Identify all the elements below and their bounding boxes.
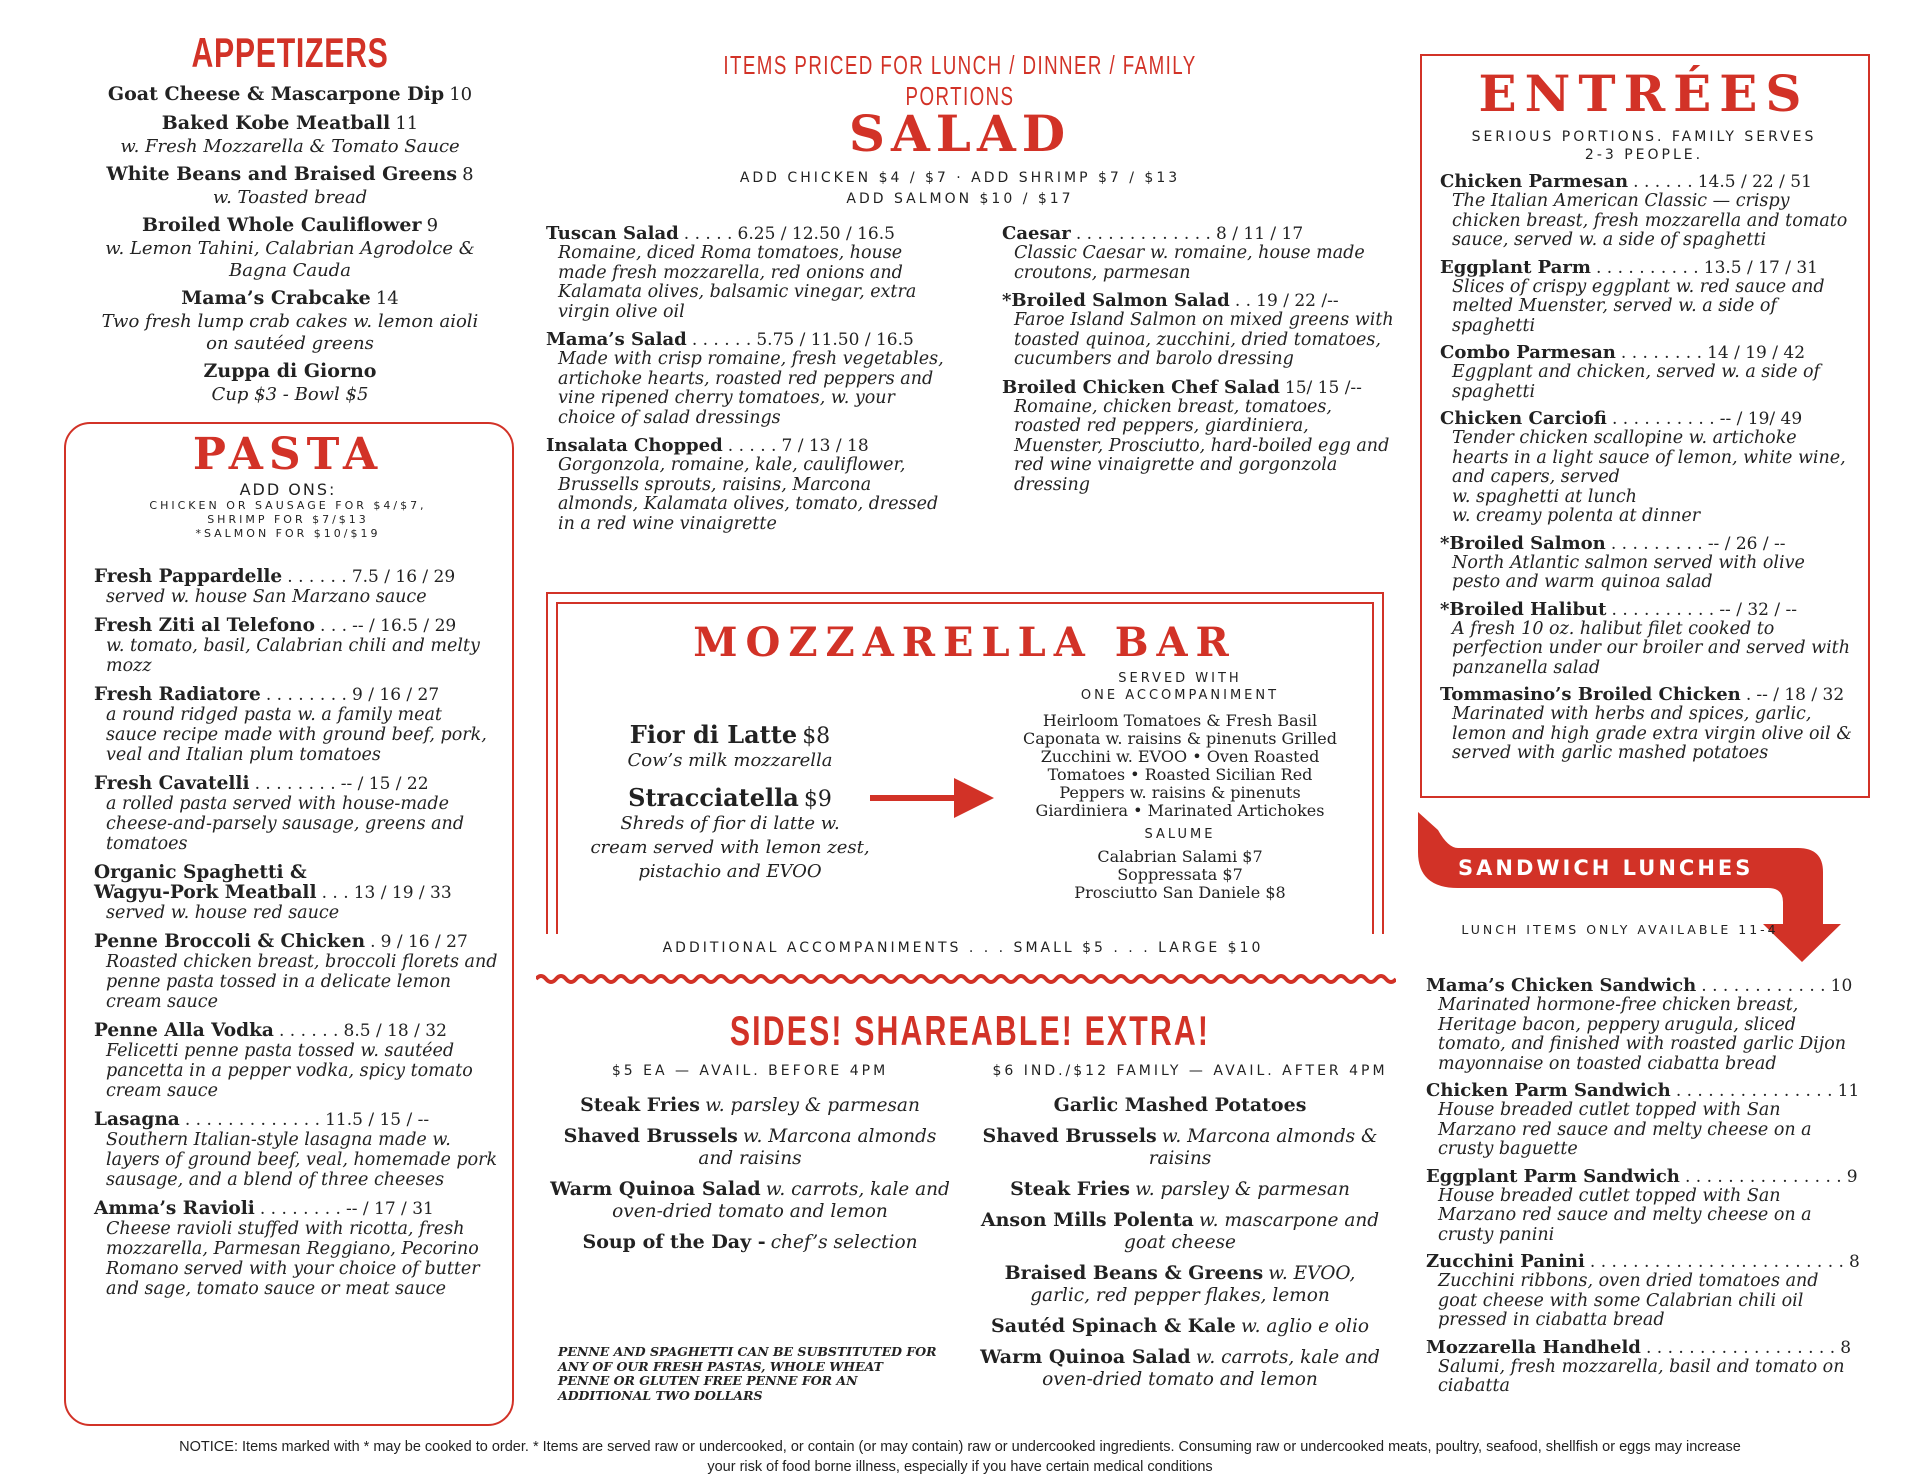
appetizer-line xyxy=(60,82,520,107)
leader-dots: . . . . . . xyxy=(278,1021,339,1041)
side-item xyxy=(980,1315,1380,1338)
appetizer-item xyxy=(60,82,520,107)
pasta-item-desc: a rolled pasta served with house-made cheese-and-parsely sausage, greens and tomatoes xyxy=(106,794,465,854)
pasta-item xyxy=(94,567,498,607)
pasta-item-desc: served w. house San Marzano sauce xyxy=(106,587,427,607)
pasta-item-name: Organic Spaghetti & Wagyu-Pork Meatball xyxy=(94,862,317,903)
pasta-item-price: -- / 17 / 31 xyxy=(346,1199,434,1219)
leader-dots: . . . . . . xyxy=(1633,172,1693,192)
leader-dots: . . . . . . . . . . . . . xyxy=(184,1110,320,1130)
appetizer-name: Goat Cheese & Mascarpone Dip xyxy=(107,83,445,105)
salume-title: SALUME xyxy=(1144,827,1216,842)
side-desc: w. parsley & parmesan xyxy=(705,1095,920,1116)
side-desc: w. Marcona almonds & raisins xyxy=(1148,1126,1378,1169)
stracciatella-price: $9 xyxy=(803,787,832,812)
pasta-item-name: Fresh Cavatelli xyxy=(94,773,250,794)
salad-item-name: Broiled Chicken Chef Salad xyxy=(1002,376,1280,398)
fior-di-latte-name: Fior di Latte xyxy=(629,720,798,749)
pasta-item xyxy=(94,932,498,1012)
pasta-item-name: Penne Alla Vodka xyxy=(94,1020,274,1041)
fior-di-latte-desc: Cow’s milk mozzarella xyxy=(627,750,833,771)
leader-dots: . . . . . . . . . . . . xyxy=(1701,976,1826,996)
mozzarella-cheeses xyxy=(580,720,880,884)
entree-item-line xyxy=(1440,685,1854,705)
side-item xyxy=(550,1125,950,1170)
salad-addons xyxy=(600,168,1320,210)
salad-item-name: *Broiled Salmon Salad xyxy=(1002,290,1230,311)
pasta-addons-line-2: SHRIMP FOR $7/$13 xyxy=(207,513,369,526)
sides-title: SIDES! SHAREABLE! EXTRA! xyxy=(729,1007,1211,1054)
salad-item-price: 15/ 15 /-- xyxy=(1284,377,1362,398)
entrees-subtitle-line-1: SERIOUS PORTIONS. FAMILY SERVES xyxy=(1471,129,1817,145)
accompaniment-line: Tomatoes • Roasted Sicilian Red xyxy=(1047,765,1313,784)
side-item xyxy=(550,1178,950,1223)
sandwich-item-name: Zucchini Panini xyxy=(1426,1251,1585,1272)
appetizer-item xyxy=(60,162,520,209)
entree-item-desc: A fresh 10 oz. halibut filet cooked to perfection under our broiler and served with panzanella salad xyxy=(1452,618,1850,678)
entree-item-line xyxy=(1440,172,1854,192)
pasta-section xyxy=(70,430,506,1308)
salad-addons-line-1: ADD CHICKEN $4 / $7 · ADD SHRIMP $7 / $13 xyxy=(739,170,1181,186)
leader-dots: . . . . . xyxy=(683,224,733,244)
salad-item-line xyxy=(546,330,946,350)
pasta-item-desc: Felicetti penne pasta tossed w. sautéed pancetta in a pepper vodka, spicy tomato cream sauce xyxy=(106,1041,473,1101)
side-desc: w. Marcona almonds and raisins xyxy=(698,1126,937,1169)
entree-item-name: Tommasino’s Broiled Chicken xyxy=(1440,684,1741,705)
appetizer-price: 10 xyxy=(449,84,473,105)
sides-left-column xyxy=(550,1094,950,1262)
pasta-item-line xyxy=(94,685,498,705)
side-item xyxy=(550,1231,950,1254)
salad-item-price: 5.75 / 11.50 / 16.5 xyxy=(756,330,914,350)
leader-dots: . . . . . . . . xyxy=(254,774,336,794)
pasta-item-name: Amma’s Ravioli xyxy=(94,1198,255,1219)
appetizer-line xyxy=(60,213,520,238)
accompaniments xyxy=(1010,670,1350,902)
appetizer-item xyxy=(60,359,520,406)
pasta-addons-line-3: *SALMON FOR $10/$19 xyxy=(195,527,381,540)
salume-item: Prosciutto San Daniele $8 xyxy=(1074,883,1286,902)
side-name: Steak Fries xyxy=(1010,1178,1130,1200)
side-item xyxy=(980,1125,1380,1170)
entree-item-name: *Broiled Salmon xyxy=(1440,532,1606,554)
entree-item-desc: Marinated with herbs and spices, garlic, lemon and high grade extra virgin olive oil & served with garlic mashed potatoes xyxy=(1452,704,1852,763)
sandwich-list xyxy=(1426,976,1862,1404)
entree-item-line xyxy=(1440,343,1854,363)
pasta-item-line xyxy=(94,1110,498,1130)
salad-item-line xyxy=(1002,291,1402,311)
leader-dots: . . . . . . xyxy=(691,330,752,350)
side-desc: chef’s selection xyxy=(770,1232,918,1253)
arrow-right-icon xyxy=(870,776,995,820)
sandwich-item-price: 10 xyxy=(1830,976,1853,996)
side-name: Braised Beans & Greens xyxy=(1004,1262,1264,1284)
salad-item-name: Tuscan Salad xyxy=(546,223,679,244)
leader-dots: . . . . . xyxy=(727,436,777,456)
appetizer-name: Zuppa di Giorno xyxy=(203,360,377,382)
entree-item-name: Combo Parmesan xyxy=(1440,342,1616,363)
leader-dots: . . . . . . . . xyxy=(259,1199,341,1219)
sandwich-lunch-note: LUNCH ITEMS ONLY AVAILABLE 11-4 xyxy=(1461,922,1779,937)
salad-item xyxy=(1002,291,1402,370)
sandwich-item xyxy=(1426,1338,1862,1397)
salad-item-price: 7 / 13 / 18 xyxy=(781,436,869,456)
served-with-line-1: SERVED WITH xyxy=(1118,671,1242,686)
sandwich-item-line xyxy=(1426,1167,1862,1187)
entree-item-desc: Tender chicken scallopine w. artichoke hearts in a light sauce of lemon, white wine, and capers, served w. spaghetti at lunch w. creamy polenta at dinner xyxy=(1452,428,1846,526)
accompaniment-line: Caponata w. raisins & pinenuts Grilled xyxy=(1022,729,1338,748)
pasta-item-line xyxy=(94,1021,498,1041)
leader-dots: . . . . . . . . . . . . . . . . . . . . . . . . xyxy=(1589,1252,1844,1272)
salad-item-name: Mama’s Salad xyxy=(546,329,687,350)
entree-item-desc: North Atlantic salmon served with olive pesto and warm quinoa salad xyxy=(1452,552,1805,592)
entrees-subtitle xyxy=(1424,128,1864,164)
pasta-item xyxy=(94,1110,498,1190)
salad-item-desc: Gorgonzola, romaine, kale, cauliflower, Brussells sprouts, raisins, Marcona almonds, Kalamata olives, tomato, dressed in a red wine vinaigrette xyxy=(558,455,939,534)
leader-dots: . . . xyxy=(320,616,348,636)
side-name: Anson Mills Polenta xyxy=(980,1209,1194,1231)
appetizer-name: Mama’s Crabcake xyxy=(181,287,371,309)
entree-item-name: *Broiled Halibut xyxy=(1440,598,1607,620)
sandwich-item-desc: House breaded cutlet topped with San Marzano red sauce and melty cheese on a crusty baguette xyxy=(1438,1100,1812,1159)
side-name: Shaved Brussels xyxy=(982,1125,1157,1147)
leader-dots: . xyxy=(370,932,376,952)
entree-item-price: -- / 19/ 49 xyxy=(1719,409,1803,429)
pasta-item xyxy=(94,863,498,923)
pasta-item-name: Fresh Pappardelle xyxy=(94,566,283,587)
salad-item-price: 19 / 22 /-- xyxy=(1256,291,1339,311)
entree-list xyxy=(1440,172,1854,771)
entree-item-line xyxy=(1440,409,1854,429)
pasta-item-price: -- / 15 / 22 xyxy=(340,774,429,794)
side-name: Soup of the Day - xyxy=(582,1231,766,1253)
entrees-title: ENTRÉES xyxy=(1478,64,1810,123)
substitution-note: PENNE AND SPAGHETTI CAN BE SUBSTITUTED FOR ANY OF OUR FRESH PASTAS, WHOLE WHEAT PENNE OR GLUTEN FREE PENNE FOR AN ADDITIONAL TWO DOLLARS xyxy=(558,1344,937,1403)
pasta-item-price: -- / 16.5 / 29 xyxy=(352,616,457,636)
pasta-item-price: 8.5 / 18 / 32 xyxy=(343,1021,447,1041)
pasta-item xyxy=(94,616,498,676)
salad-item-desc: Faroe Island Salmon on mixed greens with toasted quinoa, zucchini, dried tomatoes, cucumbers and barolo dressing xyxy=(1014,310,1394,369)
side-item xyxy=(980,1262,1380,1307)
appetizers-section xyxy=(60,30,520,410)
entree-item xyxy=(1440,343,1854,402)
appetizer-line xyxy=(60,162,520,187)
sandwich-item-desc: Marinated hormone-free chicken breast, Heritage bacon, peppery arugula, sliced tomato, and finished with roasted garlic Dijon mayonnaise on toasted ciabatta bread xyxy=(1438,995,1847,1074)
sandwich-item-price: 8 xyxy=(1849,1252,1860,1272)
pasta-item-line xyxy=(94,616,498,636)
entree-item xyxy=(1440,600,1854,679)
entree-item-desc: The Italian American Classic — crispy chicken breast, fresh mozzarella and tomato sauce, served w. a side of spaghetti xyxy=(1452,191,1848,250)
salume-item: Calabrian Salami $7 xyxy=(1097,847,1263,866)
appetizer-item xyxy=(60,111,520,158)
salad-item-desc: Classic Caesar w. romaine, house made croutons, parmesan xyxy=(1014,243,1365,283)
appetizer-price: 8 xyxy=(462,164,474,185)
sandwich-item-name: Chicken Parm Sandwich xyxy=(1426,1080,1671,1101)
leader-dots: . . . xyxy=(321,883,349,903)
salume-list xyxy=(1010,848,1350,902)
pasta-item-name: Lasagna xyxy=(94,1109,180,1130)
salad-addons-line-2: ADD SALMON $10 / $17 xyxy=(846,191,1074,207)
pasta-item-line xyxy=(94,774,498,794)
entree-item-name: Chicken Parmesan xyxy=(1440,171,1629,192)
entree-item-name: Chicken Carciofi xyxy=(1440,408,1607,429)
entrees-subtitle-line-2: 2-3 PEOPLE. xyxy=(1584,147,1704,163)
sides-left-header: $5 EA — AVAIL. BEFORE 4PM xyxy=(611,1063,889,1079)
sides-right-header: $6 IND./$12 FAMILY — AVAIL. AFTER 4PM xyxy=(992,1063,1388,1079)
appetizer-line xyxy=(60,286,520,311)
entree-item-price: 14 / 19 / 42 xyxy=(1707,343,1806,363)
accompaniment-line: Heirloom Tomatoes & Fresh Basil xyxy=(1042,711,1318,730)
stracciatella-desc: Shreds of fior di latte w. cream served with lemon zest, pistachio and EVOO xyxy=(590,813,870,882)
leader-dots: . . . . . . xyxy=(287,567,347,587)
pasta-list xyxy=(70,567,506,1299)
entree-item-desc: Slices of crispy eggplant w. red sauce and melted Muenster, served w. a side of spaghetti xyxy=(1452,276,1825,336)
side-name: Sautéd Spinach & Kale xyxy=(990,1315,1236,1337)
sandwich-lunches-title: SANDWICH LUNCHES xyxy=(1458,856,1754,880)
salad-item-line xyxy=(1002,378,1402,398)
side-name: Warm Quinoa Salad xyxy=(550,1178,761,1200)
leader-dots: . . . . . . . . . . xyxy=(1611,599,1715,620)
appetizer-desc: w. Lemon Tahini, Calabrian Agrodolce & Bagna Cauda xyxy=(105,238,475,281)
pasta-item-line xyxy=(94,1199,498,1219)
leader-dots: . . . . . . . . . . . . . . . . . . xyxy=(1645,1337,1836,1358)
entree-item-line xyxy=(1440,258,1854,278)
side-item xyxy=(980,1178,1380,1201)
leader-dots: . . . . . . . . . . . . . . . xyxy=(1684,1166,1842,1187)
leader-dots: . . . . . . . . . . . . . xyxy=(1075,224,1211,244)
sandwich-item-line xyxy=(1426,1252,1862,1272)
sandwich-item-desc: House breaded cutlet topped with San Marzano red sauce and melty cheese on a crusty panini xyxy=(1438,1185,1812,1245)
salad-item xyxy=(1002,378,1402,496)
side-name: Steak Fries xyxy=(580,1094,700,1116)
pasta-item-desc: a round ridged pasta w. a family meat sauce recipe made with ground beef, pork, veal and Italian plum tomatoes xyxy=(106,705,487,765)
sandwich-item xyxy=(1426,1167,1862,1246)
additional-accompaniments: ADDITIONAL ACCOMPANIMENTS . . . SMALL $5 . . . LARGE $10 xyxy=(662,940,1264,956)
pasta-item-line xyxy=(94,932,498,952)
salad-title: SALAD xyxy=(848,104,1072,163)
pasta-item-line xyxy=(94,567,498,587)
appetizer-price: 14 xyxy=(375,288,399,309)
salad-item xyxy=(546,436,946,534)
pasta-item-price: 9 / 16 / 27 xyxy=(352,685,440,705)
pasta-item-desc: Southern Italian-style lasagna made w. layers of ground beef, veal, homemade pork sausage, and a blend of three cheeses xyxy=(106,1130,498,1190)
pasta-item-price: 11.5 / 15 / -- xyxy=(325,1110,430,1130)
leader-dots: . . . . . . . . xyxy=(1620,343,1702,363)
entree-item-desc: Eggplant and chicken, served w. a side of spaghetti xyxy=(1452,362,1821,402)
sandwich-item-price: 8 xyxy=(1840,1337,1852,1358)
served-with-line-2: ONE ACCOMPANIMENT xyxy=(1080,688,1280,703)
salad-item-desc: Made with crisp romaine, fresh vegetables, artichoke hearts, roasted red peppers and vine ripened cherry tomatoes, w. your choice of salad dressings xyxy=(558,349,944,428)
salad-item-line xyxy=(1002,224,1402,244)
pasta-addons-line-1: CHICKEN OR SAUSAGE FOR $4/$7, xyxy=(149,499,427,512)
mozzarella-bar-title: MOZZARELLA BAR xyxy=(693,619,1237,666)
accompaniment-line: Giardiniera • Marinated Artichokes xyxy=(1035,801,1325,820)
entree-item xyxy=(1440,172,1854,251)
fior-di-latte xyxy=(580,720,880,749)
leader-dots: . . . . . . . . . . xyxy=(1595,257,1699,278)
entree-item-price: -- / 26 / -- xyxy=(1707,533,1786,554)
salad-item xyxy=(546,330,946,428)
sandwich-item xyxy=(1426,1252,1862,1331)
pasta-item-price: 7.5 / 16 / 29 xyxy=(351,567,456,587)
entree-item-price: -- / 32 / -- xyxy=(1719,599,1797,620)
appetizer-item xyxy=(60,213,520,282)
salad-item-desc: Romaine, chicken breast, tomatoes, roasted red peppers, giardiniera, Muenster, Prosciutto, hard-boiled egg and red wine vinaigrette and gorgonzola dressing xyxy=(1014,396,1390,495)
pasta-item xyxy=(94,685,498,765)
entree-item-price: 13.5 / 17 / 31 xyxy=(1703,257,1818,278)
sandwich-item-name: Eggplant Parm Sandwich xyxy=(1426,1165,1680,1187)
pasta-item xyxy=(94,774,498,854)
leader-dots: . . . . . . . . . xyxy=(1610,533,1703,554)
sandwich-item-desc: Salumi, fresh mozzarella, basil and tomato on ciabatta xyxy=(1438,1356,1845,1396)
fior-di-latte-price: $8 xyxy=(802,724,831,749)
entree-item-price: -- / 18 / 32 xyxy=(1756,685,1845,705)
entree-item-line xyxy=(1440,600,1854,620)
appetizer-name: White Beans and Braised Greens xyxy=(106,163,458,185)
leader-dots: . xyxy=(1745,685,1752,705)
entree-item xyxy=(1440,409,1854,527)
side-desc: w. aglio e olio xyxy=(1240,1316,1370,1337)
side-name: Shaved Brussels xyxy=(563,1125,738,1147)
appetizer-line xyxy=(60,111,520,136)
sides-right-column xyxy=(980,1094,1380,1399)
accompaniment-line: Zucchini w. EVOO • Oven Roasted xyxy=(1040,747,1320,766)
leader-dots: . . xyxy=(1234,291,1252,311)
sandwich-item-line xyxy=(1426,1081,1862,1101)
pasta-item-name: Fresh Radiatore xyxy=(94,684,261,705)
sandwich-item-line xyxy=(1426,976,1862,996)
side-desc: w. carrots, kale and oven-dried tomato and lemon xyxy=(1042,1347,1380,1390)
sandwich-item-desc: Zucchini ribbons, oven dried tomatoes and goat cheese with some Calabrian chili oil pressed in ciabatta bread xyxy=(1438,1271,1819,1330)
appetizer-desc: Two fresh lump crab cakes w. lemon aioli on sautéed greens xyxy=(101,311,479,354)
entree-item xyxy=(1440,534,1854,593)
entree-item xyxy=(1440,685,1854,764)
salad-item-line xyxy=(546,224,946,244)
salad-left-column xyxy=(546,224,946,542)
side-desc: w. mascarpone and goat cheese xyxy=(1124,1210,1380,1253)
side-item xyxy=(980,1346,1380,1391)
appetizer-list xyxy=(60,82,520,406)
pasta-item-desc: served w. house red sauce xyxy=(106,903,340,923)
stracciatella-name: Stracciatella xyxy=(628,783,799,812)
side-desc: w. EVOO, garlic, red pepper flakes, lemon xyxy=(1030,1263,1356,1306)
side-name: Garlic Mashed Potatoes xyxy=(1053,1094,1307,1116)
appetizer-line xyxy=(60,359,520,384)
salad-item-line xyxy=(546,436,946,456)
salad-item-name: Caesar xyxy=(1002,223,1071,244)
pasta-item xyxy=(94,1021,498,1101)
salad-item-desc: Romaine, diced Roma tomatoes, house made fresh mozzarella, red onions and Kalamata olives, balsamic vinegar, extra virgin olive oil xyxy=(558,243,917,322)
side-item xyxy=(980,1094,1380,1117)
accompaniment-list xyxy=(1010,712,1350,820)
salad-item-price: 8 / 11 / 17 xyxy=(1216,224,1304,244)
salume-item: Soppressata $7 xyxy=(1117,865,1243,884)
appetizer-desc: w. Toasted bread xyxy=(212,187,368,208)
side-desc: w. carrots, kale and oven-dried tomato and lemon xyxy=(612,1179,950,1222)
pasta-addons-title: ADD ONS: xyxy=(239,480,337,499)
salad-item xyxy=(1002,224,1402,283)
side-item xyxy=(550,1094,950,1117)
sandwich-item-line xyxy=(1426,1338,1862,1358)
pasta-addons xyxy=(70,480,506,541)
pasta-item-name: Fresh Ziti al Telefono xyxy=(94,615,315,636)
sandwich-item-name: Mama’s Chicken Sandwich xyxy=(1426,975,1697,996)
sandwich-item xyxy=(1426,976,1862,1074)
appetizer-price: 11 xyxy=(395,113,419,134)
leader-dots: . . . . . . . . . . xyxy=(1611,409,1715,429)
pasta-item xyxy=(94,1199,498,1299)
side-name: Warm Quinoa Salad xyxy=(980,1346,1191,1368)
sandwich-item-price: 11 xyxy=(1837,1081,1860,1101)
accompaniment-line: Peppers w. raisins & pinenuts xyxy=(1059,783,1301,802)
stracciatella xyxy=(580,783,880,812)
pasta-title: PASTA xyxy=(192,429,384,480)
appetizer-price: 9 xyxy=(426,215,439,236)
pasta-item-line xyxy=(94,863,498,903)
side-desc: w. parsley & parmesan xyxy=(1135,1179,1350,1200)
entree-item xyxy=(1440,258,1854,337)
appetizer-name: Baked Kobe Meatball xyxy=(161,112,391,134)
pricing-note: ITEMS PRICED FOR LUNCH / DINNER / FAMILY PORTIONS xyxy=(723,50,1197,111)
appetizers-title: APPETIZERS xyxy=(191,29,389,76)
pasta-item-price: 13 / 19 / 33 xyxy=(353,883,452,903)
salad-right-column xyxy=(1002,224,1402,503)
appetizer-item xyxy=(60,286,520,355)
footer-line-1: NOTICE: Items marked with * may be cooked to order. * Items are served raw or undercooked, or contain (or may contain) raw or undercooked ingredients. Consuming raw or undercooked meats, poultry, seafood, shellfish or eggs may increase xyxy=(179,1439,1741,1455)
entree-item-line xyxy=(1440,534,1854,554)
salad-item-name: Insalata Chopped xyxy=(546,435,723,456)
pasta-item-name: Penne Broccoli & Chicken xyxy=(94,931,366,952)
sandwich-item-price: 9 xyxy=(1846,1166,1858,1187)
salad-item xyxy=(546,224,946,322)
entree-item-name: Eggplant Parm xyxy=(1440,256,1591,278)
pasta-item-price: 9 / 16 / 27 xyxy=(380,932,468,952)
salad-item-price: 6.25 / 12.50 / 16.5 xyxy=(737,224,895,244)
side-item xyxy=(980,1209,1380,1254)
appetizer-name: Broiled Whole Cauliflower xyxy=(141,214,422,236)
leader-dots: . . . . . . . . . . . . . . . xyxy=(1675,1081,1833,1101)
appetizer-desc: w. Fresh Mozzarella & Tomato Sauce xyxy=(120,136,460,157)
sandwich-item-name: Mozzarella Handheld xyxy=(1426,1336,1641,1358)
pasta-item-desc: w. tomato, basil, Calabrian chili and melty mozz xyxy=(106,636,480,676)
pasta-item-desc: Cheese ravioli stuffed with ricotta, fresh mozzarella, Parmesan Reggiano, Pecorino Romano served with your choice of butter and sage, tomato sauce or meat sauce xyxy=(106,1219,480,1299)
sandwich-item xyxy=(1426,1081,1862,1160)
sandwich-banner-arrow xyxy=(1418,812,1888,962)
pasta-item-desc: Roasted chicken breast, broccoli florets and penne pasta tossed in a delicate lemon cream sauce xyxy=(106,952,498,1012)
leader-dots: . . . . . . . . xyxy=(265,685,347,705)
appetizer-desc: Cup $3 - Bowl $5 xyxy=(211,384,369,405)
wavy-divider xyxy=(536,972,1396,986)
entree-item-price: 14.5 / 22 / 51 xyxy=(1697,172,1812,192)
footer-notice xyxy=(20,1437,1900,1477)
footer-line-2: your risk of food borne illness, especially if you have certain medical conditions xyxy=(707,1459,1213,1475)
